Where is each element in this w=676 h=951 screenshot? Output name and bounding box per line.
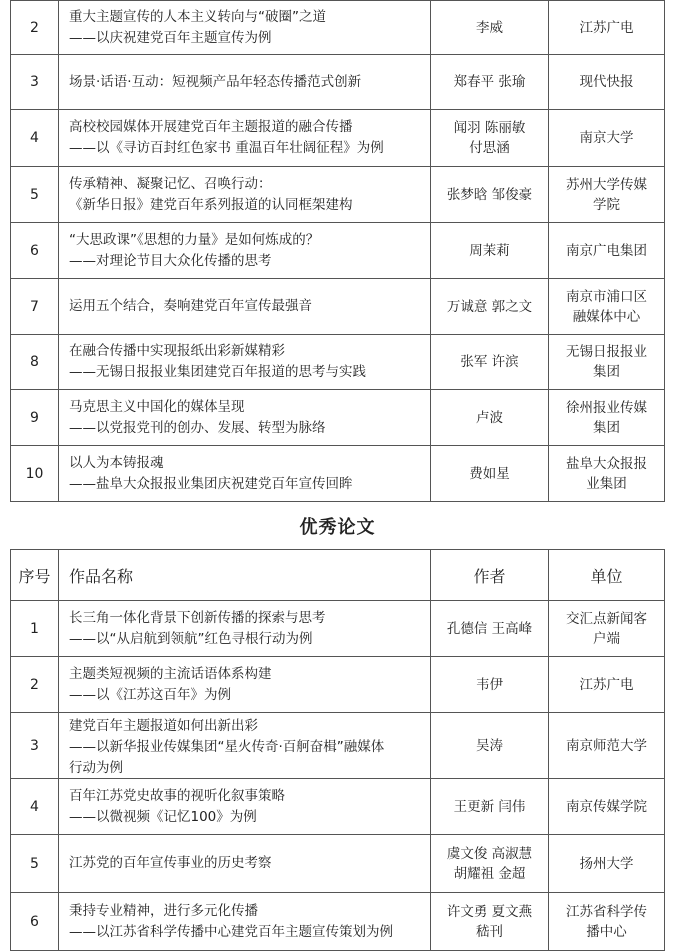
row-number: 5 bbox=[11, 167, 59, 223]
work-title: 重大主题宣传的人本主义转向与“破圈”之道 ——以庆祝建党百年主题宣传为例 bbox=[59, 1, 431, 55]
table-row bbox=[11, 223, 665, 279]
author-cell: 吴涛 bbox=[431, 713, 549, 779]
work-title: 建党百年主题报道如何出新出彩 ——以新华报业传媒集团“星火传奇·百舸奋楫”融媒体 行动为例 bbox=[59, 713, 431, 779]
table-row bbox=[11, 713, 665, 779]
row-number: 2 bbox=[11, 657, 59, 713]
author-cell: 许文勇 夏文燕 嵇刊 bbox=[431, 893, 549, 951]
author-cell: 闻羽 陈丽敏 付思涵 bbox=[431, 110, 549, 167]
header-title: 作品名称 bbox=[59, 550, 431, 601]
unit-cell: 南京师范大学 bbox=[549, 713, 665, 779]
work-title: “大思政课”《思想的力量》是如何炼成的？ ——对理论节目大众化传播的思考 bbox=[59, 223, 431, 279]
author-cell: 李威 bbox=[431, 1, 549, 55]
row-number: 3 bbox=[11, 55, 59, 110]
header-author: 作者 bbox=[431, 550, 549, 601]
author-cell: 孔德信 王高峰 bbox=[431, 601, 549, 657]
author-cell: 周茉莉 bbox=[431, 223, 549, 279]
row-number: 8 bbox=[11, 335, 59, 390]
table-row bbox=[11, 279, 665, 335]
unit-cell: 南京市浦口区 融媒体中心 bbox=[549, 279, 665, 335]
table-row bbox=[11, 446, 665, 502]
work-title: 江苏党的百年宣传事业的历史考察 bbox=[59, 835, 431, 893]
work-title: 百年江苏党史故事的视听化叙事策略 ——以微视频《记忆100》为例 bbox=[59, 779, 431, 835]
row-number: 4 bbox=[11, 779, 59, 835]
table-row bbox=[11, 893, 665, 951]
table-row bbox=[11, 335, 665, 390]
unit-cell: 扬州大学 bbox=[549, 835, 665, 893]
unit-cell: 现代快报 bbox=[549, 55, 665, 110]
row-number: 4 bbox=[11, 110, 59, 167]
header-row bbox=[11, 550, 665, 601]
row-number: 6 bbox=[11, 893, 59, 951]
work-title: 秉持专业精神，进行多元化传播 ——以江苏省科学传播中心建党百年主题宣传策划为例 bbox=[59, 893, 431, 951]
unit-cell: 苏州大学传媒 学院 bbox=[549, 167, 665, 223]
unit-cell: 南京广电集团 bbox=[549, 223, 665, 279]
author-cell: 虞文俊 高淑慧 胡耀祖 金超 bbox=[431, 835, 549, 893]
author-cell: 费如星 bbox=[431, 446, 549, 502]
document-page bbox=[10, 0, 664, 951]
unit-cell: 南京大学 bbox=[549, 110, 665, 167]
row-number: 5 bbox=[11, 835, 59, 893]
table-row bbox=[11, 835, 665, 893]
work-title: 在融合传播中实现报纸出彩新媒精彩 ——无锡日报报业集团建党百年报道的思考与实践 bbox=[59, 335, 431, 390]
unit-cell: 无锡日报报业 集团 bbox=[549, 335, 665, 390]
work-title: 传承精神、凝聚记忆、召唤行动： 《新华日报》建党百年系列报道的认同框架建构 bbox=[59, 167, 431, 223]
work-title: 场景·话语·互动：短视频产品年轻态传播范式创新 bbox=[59, 55, 431, 110]
row-number: 10 bbox=[11, 446, 59, 502]
row-number: 9 bbox=[11, 390, 59, 446]
unit-cell: 徐州报业传媒 集团 bbox=[549, 390, 665, 446]
table-row bbox=[11, 779, 665, 835]
row-number: 6 bbox=[11, 223, 59, 279]
table-row bbox=[11, 601, 665, 657]
table-row bbox=[11, 390, 665, 446]
header-unit: 单位 bbox=[549, 550, 665, 601]
unit-cell: 南京传媒学院 bbox=[549, 779, 665, 835]
row-number: 3 bbox=[11, 713, 59, 779]
table-row bbox=[11, 110, 665, 167]
row-number: 7 bbox=[11, 279, 59, 335]
author-cell: 韦伊 bbox=[431, 657, 549, 713]
section-heading-row bbox=[11, 502, 665, 550]
header-no: 序号 bbox=[11, 550, 59, 601]
work-title: 马克思主义中国化的媒体呈现 ——以党报党刊的创办、发展、转型为脉络 bbox=[59, 390, 431, 446]
author-cell: 张军 许滨 bbox=[431, 335, 549, 390]
work-title: 主题类短视频的主流话语体系构建 ——以《江苏这百年》为例 bbox=[59, 657, 431, 713]
unit-cell: 交汇点新闻客 户端 bbox=[549, 601, 665, 657]
row-number: 1 bbox=[11, 601, 59, 657]
work-title: 以人为本铸报魂 ——盐阜大众报报业集团庆祝建党百年宣传回眸 bbox=[59, 446, 431, 502]
table-row bbox=[11, 1, 665, 55]
unit-cell: 盐阜大众报报 业集团 bbox=[549, 446, 665, 502]
table-row bbox=[11, 55, 665, 110]
unit-cell: 江苏省科学传 播中心 bbox=[549, 893, 665, 951]
table-row bbox=[11, 657, 665, 713]
row-number: 2 bbox=[11, 1, 59, 55]
section-title: 优秀论文 bbox=[299, 516, 376, 538]
unit-cell: 江苏广电 bbox=[549, 1, 665, 55]
author-cell: 郑春平 张瑜 bbox=[431, 55, 549, 110]
work-title: 长三角一体化背景下创新传播的探索与思考 ——以“从启航到领航”红色寻根行动为例 bbox=[59, 601, 431, 657]
work-title: 高校校园媒体开展建党百年主题报道的融合传播 ——以《寻访百封红色家书 重温百年壮阔征程》为例 bbox=[59, 110, 431, 167]
author-cell: 卢波 bbox=[431, 390, 549, 446]
author-cell: 张梦晗 邹俊豪 bbox=[431, 167, 549, 223]
author-cell: 万诚意 郭之文 bbox=[431, 279, 549, 335]
table-row bbox=[11, 167, 665, 223]
unit-cell: 江苏广电 bbox=[549, 657, 665, 713]
work-title: 运用五个结合，奏响建党百年宣传最强音 bbox=[59, 279, 431, 335]
award-table bbox=[10, 0, 665, 951]
author-cell: 王更新 闫伟 bbox=[431, 779, 549, 835]
